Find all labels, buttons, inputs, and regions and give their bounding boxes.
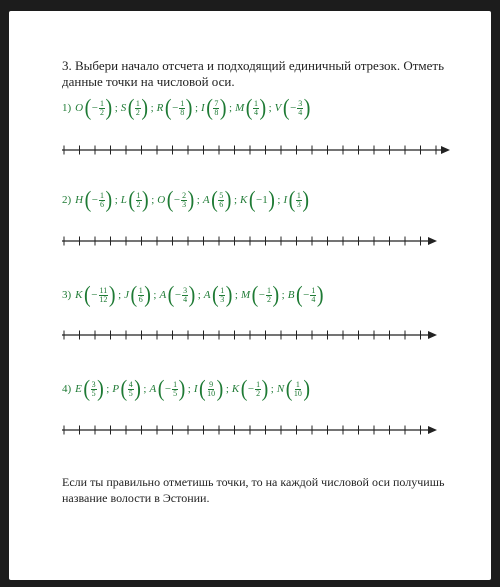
paren-close: ) bbox=[216, 376, 224, 402]
point-item bbox=[276, 376, 311, 402]
paren-close: ) bbox=[188, 282, 196, 308]
fraction-numerator: 1 bbox=[138, 285, 143, 295]
point-item bbox=[120, 187, 149, 213]
paren-open: ( bbox=[128, 187, 136, 213]
point-item bbox=[287, 282, 324, 308]
point-value: −1 bbox=[256, 194, 268, 206]
fraction-denominator: 6 bbox=[219, 199, 224, 209]
fraction-denominator: 5 bbox=[128, 388, 133, 398]
point-letter: K bbox=[75, 289, 83, 301]
minus-sign: − bbox=[164, 383, 172, 395]
fraction-numerator: 1 bbox=[135, 98, 140, 108]
point-item bbox=[159, 282, 196, 308]
paren-close: ) bbox=[142, 187, 149, 213]
fraction-numerator: 7 bbox=[214, 98, 219, 108]
paren-open: ( bbox=[120, 376, 128, 402]
fraction-numerator: 3 bbox=[91, 379, 96, 389]
separator: ; bbox=[153, 289, 157, 301]
point-item bbox=[75, 282, 116, 308]
fraction-denominator: 2 bbox=[136, 199, 141, 209]
number-line-3 bbox=[62, 327, 452, 343]
paren-close: ) bbox=[185, 95, 193, 121]
point-item bbox=[231, 376, 269, 402]
separator: ; bbox=[143, 383, 147, 395]
fraction bbox=[135, 100, 141, 117]
fraction-denominator: 5 bbox=[173, 388, 178, 398]
fraction-numerator: 1 bbox=[173, 379, 178, 389]
paren-close: ) bbox=[134, 376, 141, 402]
fraction-numerator: 1 bbox=[180, 98, 185, 108]
point-item bbox=[201, 95, 227, 121]
point-letter: O bbox=[157, 194, 166, 206]
point-letter: M bbox=[235, 102, 245, 114]
fraction bbox=[266, 287, 272, 304]
number-line-2 bbox=[62, 233, 452, 249]
point-letter: J bbox=[124, 289, 130, 301]
point-item bbox=[240, 282, 280, 308]
separator: ; bbox=[233, 194, 237, 206]
fraction bbox=[218, 192, 224, 209]
paren-open: ( bbox=[167, 282, 175, 308]
fraction bbox=[213, 100, 219, 117]
fraction bbox=[99, 100, 105, 117]
point-letter: O bbox=[75, 102, 84, 114]
fraction bbox=[206, 381, 216, 398]
minus-sign: − bbox=[258, 289, 265, 301]
fraction-numerator: 9 bbox=[209, 379, 214, 389]
fraction-numerator: 5 bbox=[219, 190, 224, 200]
fraction-denominator: 10 bbox=[207, 388, 216, 398]
paren-open: ( bbox=[127, 95, 135, 121]
paren-close: ) bbox=[105, 95, 113, 121]
fraction-numerator: 1 bbox=[311, 285, 316, 295]
exercise-1-points bbox=[62, 96, 313, 120]
separator: ; bbox=[270, 383, 274, 395]
fraction bbox=[296, 192, 302, 209]
exercise-label: 1) bbox=[62, 102, 72, 114]
point-item bbox=[235, 95, 267, 121]
separator: ; bbox=[196, 194, 200, 206]
paren-close: ) bbox=[141, 95, 149, 121]
exercise-4-points bbox=[62, 377, 313, 401]
paren-open: ( bbox=[295, 282, 303, 308]
fraction bbox=[172, 381, 178, 398]
fraction-denominator: 8 bbox=[180, 107, 185, 117]
exercise-label: 4) bbox=[62, 383, 72, 395]
fraction-numerator: 3 bbox=[183, 285, 188, 295]
separator: ; bbox=[277, 194, 281, 206]
point-letter: S bbox=[120, 102, 127, 114]
point-item bbox=[75, 95, 113, 121]
paren-close: ) bbox=[97, 376, 104, 402]
separator: ; bbox=[151, 194, 155, 206]
fraction-numerator: 1 bbox=[267, 285, 271, 295]
fraction-denominator: 4 bbox=[253, 107, 258, 117]
paren-open: ( bbox=[288, 187, 296, 213]
minus-sign: − bbox=[91, 194, 99, 206]
paren-open: ( bbox=[240, 376, 248, 402]
paren-open: ( bbox=[84, 95, 92, 121]
fraction-denominator: 2 bbox=[135, 107, 140, 117]
paren-open: ( bbox=[212, 282, 219, 308]
point-letter: I bbox=[201, 102, 205, 114]
point-item bbox=[203, 282, 233, 308]
minus-sign: − bbox=[290, 102, 297, 114]
axis-arrow bbox=[428, 237, 437, 245]
fraction-denominator: 5 bbox=[91, 388, 96, 398]
paren-close: ) bbox=[178, 376, 186, 402]
minus-sign: − bbox=[303, 289, 310, 301]
paren-open: ( bbox=[84, 187, 92, 213]
fraction bbox=[253, 100, 259, 117]
point-item bbox=[157, 187, 195, 213]
fraction-numerator: 11 bbox=[99, 285, 108, 295]
axis-arrow bbox=[441, 146, 450, 154]
axis-arrow bbox=[428, 331, 437, 339]
paren-close: ) bbox=[303, 376, 311, 402]
minus-sign: − bbox=[172, 102, 179, 114]
minus-sign: − bbox=[174, 289, 182, 301]
paren-open: ( bbox=[245, 95, 253, 121]
paren-open: ( bbox=[206, 95, 213, 121]
fraction bbox=[136, 192, 142, 209]
separator: ; bbox=[225, 383, 229, 395]
point-item bbox=[283, 187, 309, 213]
separator: ; bbox=[281, 289, 285, 301]
minus-sign: − bbox=[247, 383, 255, 395]
separator: ; bbox=[114, 194, 118, 206]
paren-close: ) bbox=[303, 95, 311, 121]
minus-sign: − bbox=[91, 289, 98, 301]
point-letter: N bbox=[276, 383, 285, 395]
paren-close: ) bbox=[302, 187, 309, 213]
separator: ; bbox=[197, 289, 201, 301]
fraction-numerator: 1 bbox=[296, 190, 301, 200]
fraction-denominator: 2 bbox=[267, 294, 271, 304]
fraction-denominator: 6 bbox=[138, 294, 143, 304]
point-letter: B bbox=[287, 289, 295, 301]
fraction-denominator: 4 bbox=[183, 294, 188, 304]
point-letter: A bbox=[202, 194, 210, 206]
fraction-numerator: 1 bbox=[100, 98, 105, 108]
paren-close: ) bbox=[144, 282, 151, 308]
point-item bbox=[124, 282, 151, 308]
paren-close: ) bbox=[272, 282, 280, 308]
paren-open: ( bbox=[83, 376, 91, 402]
fraction-denominator: 2 bbox=[100, 107, 105, 117]
fraction bbox=[255, 381, 261, 398]
exercise-label: 3) bbox=[62, 289, 72, 301]
point-letter: K bbox=[240, 194, 248, 206]
paren-open: ( bbox=[248, 187, 256, 213]
fraction bbox=[98, 287, 108, 304]
point-item bbox=[240, 187, 275, 213]
separator: ; bbox=[114, 102, 118, 114]
paren-open: ( bbox=[251, 282, 259, 308]
point-item bbox=[156, 95, 193, 121]
point-letter: E bbox=[75, 383, 82, 395]
separator: ; bbox=[106, 383, 110, 395]
fraction-numerator: 1 bbox=[220, 285, 225, 295]
separator: ; bbox=[118, 289, 122, 301]
fraction bbox=[179, 100, 185, 117]
fraction-denominator: 3 bbox=[182, 199, 187, 209]
point-item bbox=[75, 376, 104, 402]
fraction-denominator: 4 bbox=[311, 294, 316, 304]
fraction-numerator: 2 bbox=[182, 190, 187, 200]
paren-close: ) bbox=[108, 282, 116, 308]
point-item bbox=[75, 187, 113, 213]
fraction-denominator: 4 bbox=[298, 107, 303, 117]
fraction bbox=[219, 287, 225, 304]
fraction-numerator: 1 bbox=[136, 190, 141, 200]
paren-open: ( bbox=[198, 376, 206, 402]
fraction-numerator: 4 bbox=[128, 379, 133, 389]
paren-close: ) bbox=[105, 187, 113, 213]
point-item bbox=[202, 187, 232, 213]
note-text: Если ты правильно отметишь точки, то на каждой числовой оси получишь название волости в Эстонии. bbox=[62, 475, 445, 505]
number-line-1 bbox=[62, 142, 452, 158]
task-text: 3. Выбери начало отсчета и подходящий единичный отрезок. Отметь данные точки на числовой оси. bbox=[62, 58, 445, 89]
point-item bbox=[112, 376, 141, 402]
point-letter: P bbox=[112, 383, 120, 395]
fraction-numerator: 1 bbox=[100, 190, 105, 200]
fraction bbox=[310, 287, 316, 304]
point-letter: R bbox=[156, 102, 164, 114]
point-letter: L bbox=[120, 194, 127, 206]
fraction bbox=[297, 100, 303, 117]
point-item bbox=[149, 376, 186, 402]
fraction-numerator: 1 bbox=[295, 379, 300, 389]
minus-sign: − bbox=[91, 102, 99, 114]
point-letter: I bbox=[193, 383, 198, 395]
paren-open: ( bbox=[166, 187, 174, 213]
separator: ; bbox=[234, 289, 238, 301]
paren-close: ) bbox=[187, 187, 195, 213]
fraction bbox=[99, 192, 105, 209]
separator: ; bbox=[268, 102, 272, 114]
fraction-denominator: 3 bbox=[296, 199, 301, 209]
paren-open: ( bbox=[157, 376, 165, 402]
fraction-denominator: 10 bbox=[293, 388, 302, 398]
separator: ; bbox=[229, 102, 233, 114]
separator: ; bbox=[194, 102, 199, 114]
paren-close: ) bbox=[225, 282, 233, 308]
point-letter: A bbox=[203, 289, 211, 301]
paren-open: ( bbox=[130, 282, 138, 308]
fraction bbox=[138, 287, 144, 304]
minus-sign: − bbox=[173, 194, 181, 206]
point-letter: K bbox=[231, 383, 240, 395]
paren-close: ) bbox=[259, 95, 267, 121]
point-item bbox=[193, 376, 224, 402]
paren-open: ( bbox=[282, 95, 290, 121]
point-letter: V bbox=[274, 102, 282, 114]
fraction-denominator: 8 bbox=[214, 107, 219, 117]
point-letter: A bbox=[159, 289, 167, 301]
exercise-3-points bbox=[62, 283, 326, 307]
separator: ; bbox=[187, 383, 191, 395]
fraction bbox=[91, 381, 97, 398]
exercise-label: 2) bbox=[62, 194, 72, 206]
paren-close: ) bbox=[316, 282, 324, 308]
paren-open: ( bbox=[164, 95, 172, 121]
fraction-numerator: 1 bbox=[256, 379, 261, 389]
paren-close: ) bbox=[268, 187, 275, 213]
exercise-2-points bbox=[62, 188, 311, 212]
paren-close: ) bbox=[261, 376, 269, 402]
fraction bbox=[182, 287, 188, 304]
point-item bbox=[274, 95, 311, 121]
fraction-denominator: 6 bbox=[100, 199, 105, 209]
point-item bbox=[120, 95, 149, 121]
paren-open: ( bbox=[84, 282, 91, 308]
fraction bbox=[293, 381, 303, 398]
fraction-denominator: 2 bbox=[256, 388, 261, 398]
separator: ; bbox=[150, 102, 154, 114]
fraction-denominator: 3 bbox=[220, 294, 225, 304]
paren-open: ( bbox=[285, 376, 293, 402]
paren-close: ) bbox=[219, 95, 227, 121]
number-line-4 bbox=[62, 422, 452, 438]
fraction bbox=[128, 381, 134, 398]
fraction bbox=[181, 192, 187, 209]
point-letter: A bbox=[149, 383, 157, 395]
fraction-denominator: 12 bbox=[99, 294, 108, 304]
axis-arrow bbox=[428, 426, 437, 434]
paren-open: ( bbox=[211, 187, 218, 213]
paren-close: ) bbox=[224, 187, 232, 213]
point-letter: H bbox=[75, 194, 84, 206]
point-letter: I bbox=[283, 194, 288, 206]
fraction-numerator: 1 bbox=[253, 98, 258, 108]
fraction-numerator: 3 bbox=[298, 98, 303, 108]
point-letter: M bbox=[240, 289, 251, 301]
